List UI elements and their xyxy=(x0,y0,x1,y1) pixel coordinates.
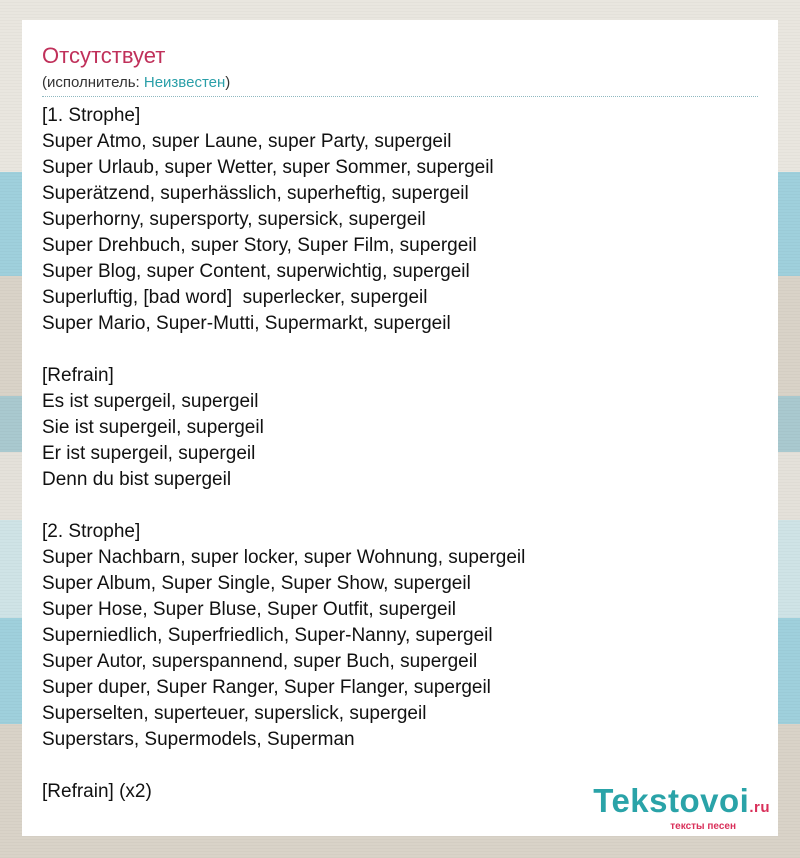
lyric-line: Super Nachbarn, super locker, super Wohnung, supergeil xyxy=(42,547,526,568)
lyric-line: Sie ist supergeil, supergeil xyxy=(42,417,264,438)
lyric-line: [Refrain] xyxy=(42,365,114,386)
stanza-2 xyxy=(42,363,758,493)
stanza-spacer xyxy=(42,337,758,363)
lyric-line: Superluftig, [bad word] superlecker, supergeil xyxy=(42,287,428,308)
lyric-line: Er ist supergeil, supergeil xyxy=(42,443,256,464)
lyrics-card xyxy=(22,20,778,836)
lyric-line: Super Hose, Super Bluse, Super Outfit, supergeil xyxy=(42,599,457,620)
lyric-line: [Refrain] (x2) xyxy=(42,781,152,802)
logo-name: Tekstovoi xyxy=(593,782,750,819)
lyric-line: Super duper, Super Ranger, Super Flanger, supergeil xyxy=(42,677,491,698)
lyric-line: Superätzend, superhässlich, superheftig, supergeil xyxy=(42,183,469,204)
divider xyxy=(42,96,758,97)
artist-prefix: (исполнитель: xyxy=(42,74,144,91)
song-title: Отсутствует xyxy=(42,43,166,68)
site-logo[interactable] xyxy=(593,784,770,832)
artist-link[interactable]: Неизвестен xyxy=(143,74,226,91)
lyric-line: Super Autor, superspannend, super Buch, supergeil xyxy=(42,651,478,672)
lyric-line: Superhorny, supersporty, supersick, supergeil xyxy=(42,209,426,230)
logo-tagline: тексты песен xyxy=(670,821,736,832)
lyric-line: Denn du bist supergeil xyxy=(42,469,232,490)
stanza-1 xyxy=(42,103,758,337)
lyric-line: Super Blog, super Content, superwichtig, supergeil xyxy=(42,261,470,282)
lyric-line: Superselten, superteuer, superslick, supergeil xyxy=(42,703,427,724)
lyric-line: Superstars, Supermodels, Superman xyxy=(42,729,355,750)
stanza-3 xyxy=(42,519,758,753)
stanza-spacer xyxy=(42,493,758,519)
lyric-line: Es ist supergeil, supergeil xyxy=(42,391,259,412)
artist-suffix: ) xyxy=(225,74,231,91)
lyric-line: Super Urlaub, super Wetter, super Sommer, supergeil xyxy=(42,157,494,178)
lyric-line: Super Album, Super Single, Super Show, supergeil xyxy=(42,573,471,594)
lyric-line: [2. Strophe] xyxy=(42,521,141,542)
lyric-line: [1. Strophe] xyxy=(42,105,141,126)
lyric-line: Super Mario, Super-Mutti, Supermarkt, supergeil xyxy=(42,313,451,334)
stanza-spacer xyxy=(42,753,758,779)
lyrics-body xyxy=(42,103,758,805)
logo-tld: .ru xyxy=(749,799,770,816)
lyric-line: Superniedlich, Superfriedlich, Super-Nanny, supergeil xyxy=(42,625,493,646)
logo-wordmark xyxy=(593,784,770,825)
lyric-line: Super Drehbuch, super Story, Super Film, supergeil xyxy=(42,235,477,256)
lyric-line: Super Atmo, super Laune, super Party, supergeil xyxy=(42,131,452,152)
artist-line xyxy=(42,74,758,92)
